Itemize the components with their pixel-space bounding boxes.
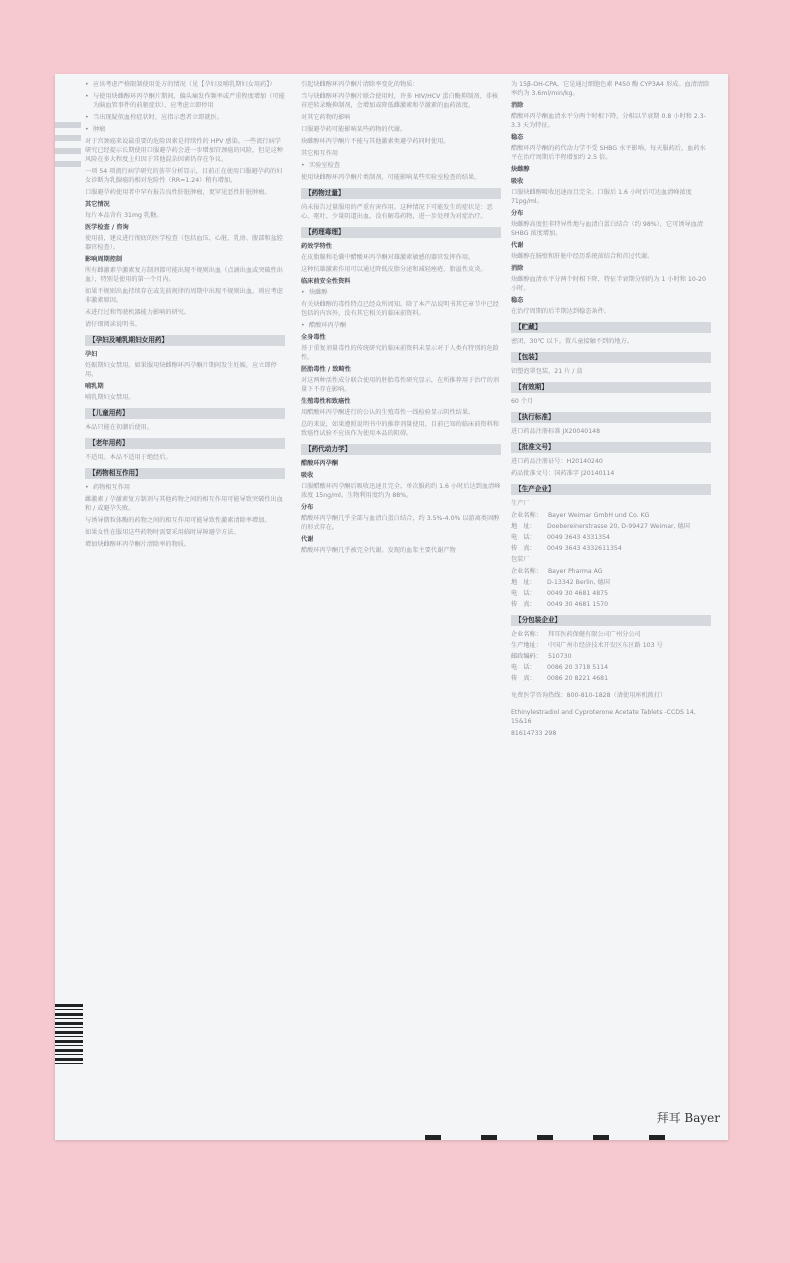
approval-number: 进口药品注册证号：H20140240 xyxy=(511,458,603,465)
paragraph: 雌激素 / 孕激素复方制剂与其他药物之间的相互作用可能导致突破性出血和 / 或避孕失败。 xyxy=(85,496,283,512)
section-header-pharmacology: 【药理毒理】 xyxy=(301,227,501,238)
paragraph: 对于宫颈癌来说最重要的危险因素是持续性的 HPV 感染。一些流行病学研究已经提示长期使用口服避孕药会进一步增加宫颈癌的风险，但是这种风险在多大程度上归因于其他混杂因素仍存在争议。 xyxy=(85,138,283,163)
distributor-fax: 传 真： 0086 20 8221 4681 xyxy=(511,675,609,682)
packager-name: 企业名称： Bayer Pharma AG xyxy=(511,568,603,575)
paragraph: 口服避孕药可能影响某些药物的代谢。 xyxy=(301,126,407,133)
paragraph: 炔雌醇环丙孕酮片不能与其他激素类避孕药同时使用。 xyxy=(301,138,450,145)
subsection-title: 生殖毒性和致癌性 xyxy=(301,398,351,405)
subsection-title: 影响周期控制 xyxy=(85,256,123,263)
manufacturer-phone: 电 话： 0049 3643 4331354 xyxy=(511,534,610,541)
column-1 xyxy=(85,80,285,1110)
validity-text: 60 个月 xyxy=(511,398,534,405)
paragraph: 醋酸环丙孕酮几乎被完全代谢。发现的血浆主要代谢产物 xyxy=(301,547,456,554)
paragraph: 在皮脂腺和毛囊中醋酸环丙孕酮对雄激素敏感的器官发挥作用。 xyxy=(301,254,475,261)
subsection-title: • 肿瘤 xyxy=(85,125,285,134)
paragraph: 如果不规则出血持续存在或先前规律的周期中出现不规则出血，则应考虑非激素原因。 xyxy=(85,288,283,304)
subsection-title: 孕妇 xyxy=(85,351,98,358)
hotline-text: 免费医学咨询热线：800-810-1828（请使用座机拨打） xyxy=(511,692,667,699)
paragraph: 所有雌激素孕激素复方制剂都可能出现不规则出血（点滴出血或突破性出血），特别是使用的第一个月内。 xyxy=(85,267,283,283)
paragraph: 炔雌醇高度但非特异性地与血清白蛋白结合（约 98%），它可诱导血清 SHBG 浓度增加。 xyxy=(511,221,704,237)
paragraph: 本品只能在初潮后使用。 xyxy=(85,424,154,431)
distributor-zip: 邮政编码： 510730 xyxy=(511,653,572,660)
paragraph: 这种抗雄激素作用可以通过降低皮脂分泌和减轻痤疮、脂溢性皮炎。 xyxy=(301,266,487,273)
paragraph: 醋酸环丙孕酮血清水平分两个时相下降，分相以半衰期 0.8 小时和 2.3-3.3 天为特征。 xyxy=(511,113,706,129)
subsection-title: 炔雌醇 xyxy=(511,166,530,173)
distributor-name: 企业名称： 拜耳医药保健有限公司广州分公司 xyxy=(511,631,641,638)
section-header-interactions: 【药物相互作用】 xyxy=(85,468,285,479)
subsection-title: 稳态 xyxy=(511,297,524,304)
subsection-title: 药效学特性 xyxy=(301,243,332,250)
subsection-title: 吸收 xyxy=(301,472,314,479)
packager-label: 包装厂 xyxy=(511,556,530,563)
section-header-validity: 【有效期】 xyxy=(511,382,711,393)
subsection-title: 分布 xyxy=(301,504,314,511)
paragraph: 用醋酸环丙孕酮进行的公认的生殖毒性一线检验显示阴性结果。 xyxy=(301,409,475,416)
section-header-overdose: 【药物过量】 xyxy=(301,188,501,199)
paragraph: 有关炔雌醇的毒性特点已经众所周知。除了本产品说明书其它章节中已经包括的内容外，没有其它相关的临床前资料。 xyxy=(301,301,499,317)
paragraph: 炔雌醇在肠壁和肝脏中经历系统前结合和首过代谢。 xyxy=(511,253,654,260)
subsection-title: 代谢 xyxy=(301,536,314,543)
paragraph: 口服醋酸环丙孕酮后吸收迅速且完全。单次服药约 1.6 小时后达到血清峰浓度 15ng/ml。生物利用度约为 88%。 xyxy=(301,483,501,499)
paragraph: 醋酸环丙孕酮的药代动力学不受 SHBG 水平影响。每天服药后，血药水平在治疗周期后半程增加约 2.5 倍。 xyxy=(511,145,706,161)
paragraph: • 应该考虑严格限制使用处方的情况（见【孕妇及哺乳期妇女用药】） xyxy=(85,80,285,89)
column-2 xyxy=(301,80,501,1110)
subsection-title: 分布 xyxy=(511,210,524,217)
section-header-elderly: 【老年用药】 xyxy=(85,438,285,449)
subsection-title: 消除 xyxy=(511,102,524,109)
paragraph: 未进行过和驾驶机器能力影响的研究。 xyxy=(85,309,191,316)
distributor-phone: 电 话： 0086 20 3718 5114 xyxy=(511,664,609,671)
bullet-item: • 药物相互作用 xyxy=(85,483,285,492)
barcode xyxy=(55,1004,83,1064)
packager-fax: 传 真： 0049 30 4681 1570 xyxy=(511,601,609,608)
section-header-pregnancy: 【孕妇及哺乳期妇女用药】 xyxy=(85,335,285,346)
registration-marks xyxy=(425,1135,708,1140)
paragraph: 如果女性在服用这些药物时需要采用临时屏障避孕方法。 xyxy=(85,529,240,536)
storage-text: 密闭，30℃ 以下。置儿童接触不到的地方。 xyxy=(511,338,633,345)
section-header-storage: 【贮藏】 xyxy=(511,322,711,333)
section-header-distributor: 【分包装企业】 xyxy=(511,615,711,626)
section-header-manufacturer: 【生产企业】 xyxy=(511,484,711,495)
subsection-title: 稳态 xyxy=(511,134,524,141)
packager-phone: 电 话： 0049 30 4681 4875 xyxy=(511,590,609,597)
paragraph: • 与使用炔雌醇环丙孕酮片期间，偏头痛发作频率或严重程度增加（可能为脑血管事件的前驱症状），应考虑立即停用 xyxy=(85,92,285,110)
paragraph: 不适用。本品不适用于绝经后。 xyxy=(85,454,172,461)
paragraph: 总的来说，如果遵照说明书中的推荐剂量使用，目前已知的临床前资料和致癌性试验不应该作为使用本品的阻碍。 xyxy=(301,421,499,437)
subsection-title: 吸收 xyxy=(511,178,524,185)
subsection-title: 其它情况 xyxy=(85,201,110,208)
paragraph: 为 15β-OH-CPA，它是通过细胞色素 P450 酶 CYP3A4 形成。血清清除率约为 3.6ml/min/kg。 xyxy=(511,81,710,97)
distributor-address: 生产地址： 中国广州市经济技术开发区东区路 103 号 xyxy=(511,642,663,649)
package-insert-sheet xyxy=(55,74,728,1140)
subsection-title: 其它相互作用 xyxy=(301,150,339,157)
manufacturer-fax: 传 真： 0049 3643 4332611354 xyxy=(511,545,622,552)
paragraph: 妊娠期妇女禁用。如果服用炔雌醇环丙孕酮片期间发生妊娠，应立即停用。 xyxy=(85,362,277,378)
approval-number: 药品批准文号：国药准字 J20140114 xyxy=(511,470,615,477)
subsection-title: 临床前安全性资料 xyxy=(301,278,351,285)
paragraph: 在治疗周期的后半期达到稳态条件。 xyxy=(511,308,610,315)
margin-tabs xyxy=(55,122,81,174)
product-code: Ethinylestradiol and Cyproterone Acetate Tablets -CCDS 14, 15&16 xyxy=(511,709,696,725)
paragraph: 当与炔雌醇环丙孕酮片联合使用时，许多 HIV/HCV 蛋白酶抑制剂、非核苷逆转录酶抑制剂，会增加或降低雌激素和孕激素的血药浓度。 xyxy=(301,93,498,109)
subsection-title: 医学检查 / 咨询 xyxy=(85,224,129,231)
subsection-title: 哺乳期 xyxy=(85,383,104,390)
subsection-title: 胚胎毒性 / 致畸性 xyxy=(301,366,351,373)
column-3 xyxy=(511,80,711,1110)
standard-text: 进口药品注册标准 JX20040148 xyxy=(511,428,601,435)
paragraph: 哺乳期妇女禁用。 xyxy=(85,394,135,401)
paragraph: 引起炔雌醇环丙孕酮片清除率变化的物质： xyxy=(301,81,419,88)
code-number: 81614733 298 xyxy=(511,730,557,737)
section-header-children: 【儿童用药】 xyxy=(85,408,285,419)
paragraph: 使用炔雌醇环丙孕酮片类制剂，可能影响某些实验室检查的结果。 xyxy=(301,174,481,181)
paragraph: 一项 54 项流行病学研究的荟萃分析显示，目前正在使用口服避孕药的妇女诊断为乳腺癌的相对危险性（RR=1.24）稍有增加。 xyxy=(85,168,283,184)
paragraph: 对这两种活性成分联合使用的胚胎毒性研究显示，在所推荐用于治疗的剂量下不存在影响。 xyxy=(301,377,499,393)
subsection-title: 对其它药物的影响 xyxy=(301,114,351,121)
subsection-title: 消除 xyxy=(511,265,524,272)
paragraph: 每片本品含有 31mg 乳糖。 xyxy=(85,212,163,219)
subsection-title: 全身毒性 xyxy=(301,334,326,341)
paragraph: 炔雌醇血清水平分两个时相下降，特征半衰期分别约为 1 小时和 10-20 小时。 xyxy=(511,276,706,292)
manufacturer-address: 地 址： Doebereinerstrasse 20, D-99427 Weimar, 德国 xyxy=(511,523,690,530)
section-header-approval: 【批准文号】 xyxy=(511,442,711,453)
bullet-item: • 醋酸环丙孕酮 xyxy=(301,321,501,330)
bayer-logo-text: 拜耳 Bayer xyxy=(656,1111,720,1125)
paragraph: 增加炔雌醇环丙孕酮片清除率的物质。 xyxy=(85,541,191,548)
manufacturer-label: 生产厂 xyxy=(511,500,530,507)
section-header-package: 【包装】 xyxy=(511,352,711,363)
bullet-item: • 炔雌醇 xyxy=(301,288,501,297)
subsection-title: 醋酸环丙孕酮 xyxy=(301,460,339,467)
section-header-pharmacokinetics: 【药代动力学】 xyxy=(301,444,501,455)
bullet-item: • 实验室检查 xyxy=(301,161,501,170)
section-header-standard: 【执行标准】 xyxy=(511,412,711,423)
paragraph: 基于重复剂量毒性的传统研究的临床前资料未显示对于人类有特别的危险性。 xyxy=(301,345,499,361)
packager-address: 地 址： D-13342 Berlin, 德国 xyxy=(511,579,610,586)
manufacturer-name: 企业名称： Bayer Weimar GmbH und Co. KG xyxy=(511,512,650,519)
paragraph: 与诱导微粒体酶的药物之间的相互作用可能导致性激素清除率增加。 xyxy=(85,517,271,524)
paragraph: 口服避孕药使用者中罕有报告良性肝脏肿瘤，更罕见恶性肝脏肿瘤。 xyxy=(85,189,271,196)
paragraph: 尚未报告过量服用的严重有害作用。这种情况下可能发生的症状是：恶心、呕吐、少量阴道出血。没有解毒药物，进一步处理为对症治疗。 xyxy=(301,204,493,220)
paragraph: 使用前，建议进行彻底的医学检查（包括血压、心脏、乳房、腹部和盆腔器官检查）。 xyxy=(85,235,283,251)
paragraph: 醋酸环丙孕酮几乎全部与血清白蛋白结合，约 3.5%-4.0% 以游离类固醇的形式存在。 xyxy=(301,515,500,531)
subsection-title: 代谢 xyxy=(511,242,524,249)
paragraph: 请仔细阅读说明书。 xyxy=(85,321,141,328)
paragraph: 口服炔雌醇吸收迅速而且完全。口服后 1.6 小时后可达血清峰浓度 71pg/ml。 xyxy=(511,189,692,205)
package-text: 铝塑泡罩包装，21 片 / 盒 xyxy=(511,368,583,375)
paragraph: • 当出现疑似血栓症状时，应指示患者立即就医。 xyxy=(85,113,285,122)
